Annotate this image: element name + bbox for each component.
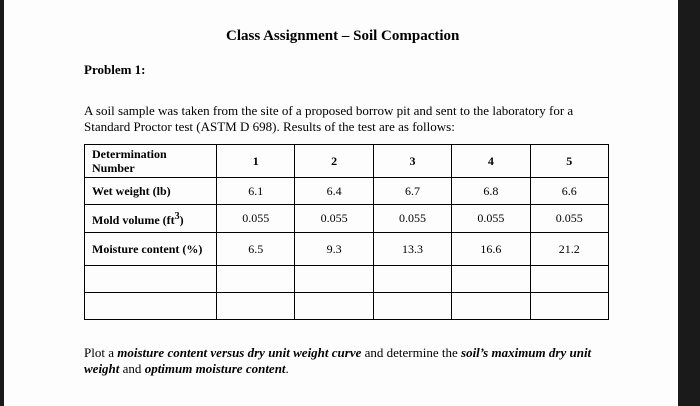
table-cell-empty xyxy=(452,293,530,320)
table-cell-empty xyxy=(530,266,608,293)
table-cell: 0.055 xyxy=(217,205,295,233)
determination-3: 3 xyxy=(373,145,451,178)
table-cell-empty xyxy=(452,266,530,293)
table-cell: 13.3 xyxy=(373,233,451,266)
table-cell-empty xyxy=(217,293,295,320)
table-cell: 6.4 xyxy=(295,178,373,205)
table-cell-empty xyxy=(295,293,373,320)
instructions-part: and determine the xyxy=(361,345,462,360)
table-cell-empty xyxy=(530,293,608,320)
table-row-wet-weight xyxy=(85,178,609,205)
table-cell: 6.6 xyxy=(530,178,608,205)
table-cell-empty xyxy=(295,266,373,293)
table-cell: 0.055 xyxy=(530,205,608,233)
table-cell: 9.3 xyxy=(295,233,373,266)
determination-4: 4 xyxy=(452,145,530,178)
table-cell-empty xyxy=(217,266,295,293)
row-label-wet-weight: Wet weight (lb) xyxy=(85,178,217,205)
mold-volume-label-superscript: 3 xyxy=(174,211,180,222)
instructions-text xyxy=(84,345,614,377)
table-cell: 21.2 xyxy=(530,233,608,266)
table-cell: 6.5 xyxy=(217,233,295,266)
table-cell-empty xyxy=(85,266,217,293)
instructions-part: Plot a xyxy=(84,345,118,360)
instructions-emphasis: optimum moisture content xyxy=(144,361,286,376)
table-row-moisture-content xyxy=(85,233,609,266)
table-cell-empty xyxy=(85,293,217,320)
instructions-part: and xyxy=(119,361,145,376)
problem-intro-text: A soil sample was taken from the site of a proposed borrow pit and sent to the laboratory for a Standard Proctor test (ASTM D 698). Results of the test are as follows: xyxy=(84,103,574,134)
table-row-blank xyxy=(85,293,609,320)
determination-1: 1 xyxy=(217,145,295,178)
instructions-emphasis: moisture content versus dry unit weight curve xyxy=(117,345,362,360)
table-row-blank xyxy=(85,266,609,293)
instructions-part: . xyxy=(285,361,289,376)
document-title: Class Assignment – Soil Compaction xyxy=(226,28,460,44)
row-label-moisture-content: Moisture content (%) xyxy=(85,233,217,266)
instructions-emphasis: soil’s maximum dry unit weight xyxy=(84,345,592,376)
mold-volume-label-text: Mold volume (ft xyxy=(92,213,175,227)
table-cell: 0.055 xyxy=(452,205,530,233)
mold-volume-label-end: ) xyxy=(179,213,184,227)
row-label-mold-volume xyxy=(85,205,217,233)
table-cell: 0.055 xyxy=(373,205,451,233)
compaction-results-table xyxy=(84,144,609,320)
determination-5: 5 xyxy=(530,145,608,178)
header-label-cell: Determination Number xyxy=(85,145,217,178)
table-cell: 0.055 xyxy=(295,205,373,233)
table-cell-empty xyxy=(373,266,451,293)
table-cell: 16.6 xyxy=(452,233,530,266)
table-header-row xyxy=(85,145,609,178)
table-cell: 6.7 xyxy=(373,178,451,205)
table-cell: 6.1 xyxy=(217,178,295,205)
right-frame-edge xyxy=(678,0,700,406)
problem-label: Problem 1: xyxy=(84,62,146,77)
table-cell-empty xyxy=(373,293,451,320)
table-cell: 6.8 xyxy=(452,178,530,205)
table-row-mold-volume xyxy=(85,205,609,233)
determination-2: 2 xyxy=(295,145,373,178)
